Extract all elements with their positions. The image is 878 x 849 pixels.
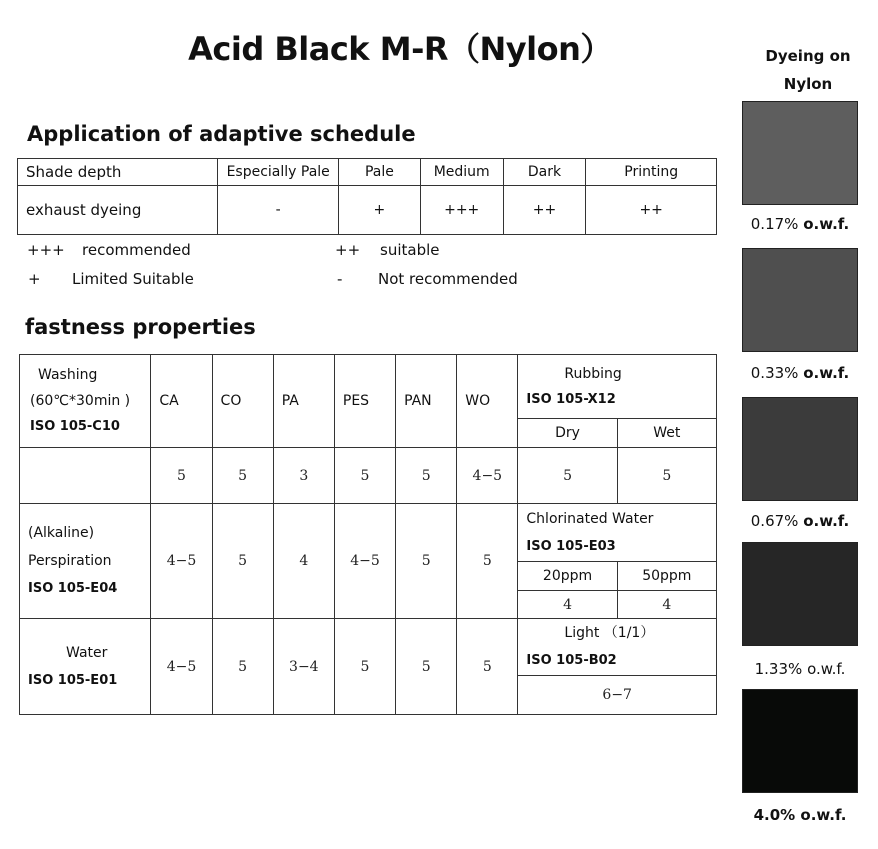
washing-co: 5 [212,448,273,504]
swatch-label: 1.33% o.w.f. [754,660,846,678]
water-iso: ISO 105-E01 [28,672,118,688]
fiber-pa: PA [273,355,334,448]
chlorinated-20ppm-value: 4 [518,591,617,619]
legend-text: Not recommended [378,270,518,288]
col-medium: Medium [420,159,503,186]
fastness-table [19,354,717,715]
col-pale: Pale [339,159,421,186]
water-pan: 5 [396,619,457,715]
swatch-title-line2: Nylon [783,75,833,93]
value-dark: ++ [503,186,586,235]
swatch-title [738,42,878,98]
legend-symbol: ++ [335,241,361,259]
water-pa: 3−4 [273,619,334,715]
light-iso: ISO 105-B02 [526,653,617,668]
exhaust-dyeing-label: exhaust dyeing [18,186,218,235]
value-printing: ++ [586,186,717,235]
light-value: 6−7 [518,676,717,715]
legend-text: suitable [380,241,440,259]
chlorinated-20ppm-label: 20ppm [518,562,617,591]
fiber-pan: PAN [396,355,457,448]
perspiration-pes: 4−5 [334,504,395,619]
perspiration-co: 5 [212,504,273,619]
legend-symbol: + [28,270,41,288]
rubbing-dry-label: Dry [518,419,617,448]
swatch-0 [742,101,858,205]
swatch-label: 0.17% o.w.f. [750,215,850,233]
perspiration-label: Perspiration [28,553,112,569]
chlorinated-header [518,504,717,562]
swatch-label: 0.33% o.w.f. [750,364,850,382]
page-title: Acid Black M-R（Nylon） [188,30,612,68]
value-especially-pale: - [218,186,339,235]
legend-text: Limited Suitable [72,270,194,288]
chlorinated-50ppm-value: 4 [617,591,716,619]
washing-spacer [20,448,151,504]
rubbing-iso: ISO 105-X12 [526,391,616,407]
washing-label: Washing [38,367,98,383]
application-heading: Application of adaptive schedule [27,122,416,146]
swatch-4 [742,689,858,793]
perspiration-pa: 4 [273,504,334,619]
perspiration-ca: 4−5 [151,504,212,619]
washing-pa: 3 [273,448,334,504]
col-especially-pale: Especially Pale [218,159,339,186]
swatch-3 [742,542,858,646]
value-medium: +++ [420,186,503,235]
light-title: Light （1/1） [564,625,655,641]
water-ca: 4−5 [151,619,212,715]
fastness-heading: fastness properties [25,315,256,339]
legend-symbol: +++ [27,241,65,259]
washing-condition: (60℃*30min ) [30,393,131,409]
rubbing-dry-value: 5 [518,448,617,504]
application-table [17,158,717,235]
chlorinated-iso: ISO 105-E03 [526,538,616,554]
water-cell [20,619,151,715]
col-printing: Printing [586,159,717,186]
swatch-1 [742,248,858,352]
swatch-label: 4.0% o.w.f. [753,806,847,824]
water-co: 5 [212,619,273,715]
rubbing-wet-label: Wet [617,419,716,448]
legend-text: recommended [82,241,191,259]
chlorinated-50ppm-label: 50ppm [617,562,716,591]
swatch-label: 0.67% o.w.f. [750,512,850,530]
water-label: Water [66,644,108,661]
washing-pan: 5 [396,448,457,504]
washing-pes: 5 [334,448,395,504]
swatch-title-line1: Dyeing on [765,47,851,65]
washing-ca: 5 [151,448,212,504]
perspiration-cell [20,504,151,619]
fiber-wo: WO [457,355,518,448]
legend-symbol: - [337,270,343,288]
perspiration-wo: 5 [457,504,518,619]
fiber-co: CO [212,355,273,448]
light-header [518,619,717,676]
swatch-2 [742,397,858,501]
chlorinated-title: Chlorinated Water [526,510,654,527]
washing-iso: ISO 105-C10 [30,419,120,434]
perspiration-pan: 5 [396,504,457,619]
col-dark: Dark [503,159,586,186]
rubbing-title: Rubbing [564,365,622,382]
water-pes: 5 [334,619,395,715]
fiber-ca: CA [151,355,212,448]
shade-depth-label: Shade depth [18,159,218,186]
perspiration-iso: ISO 105-E04 [28,581,118,596]
water-wo: 5 [457,619,518,715]
rubbing-header [518,355,717,419]
perspiration-condition: (Alkaline) [28,525,95,541]
washing-cell [20,355,151,448]
value-pale: + [339,186,421,235]
fiber-pes: PES [334,355,395,448]
rubbing-wet-value: 5 [617,448,716,504]
washing-wo: 4−5 [457,448,518,504]
